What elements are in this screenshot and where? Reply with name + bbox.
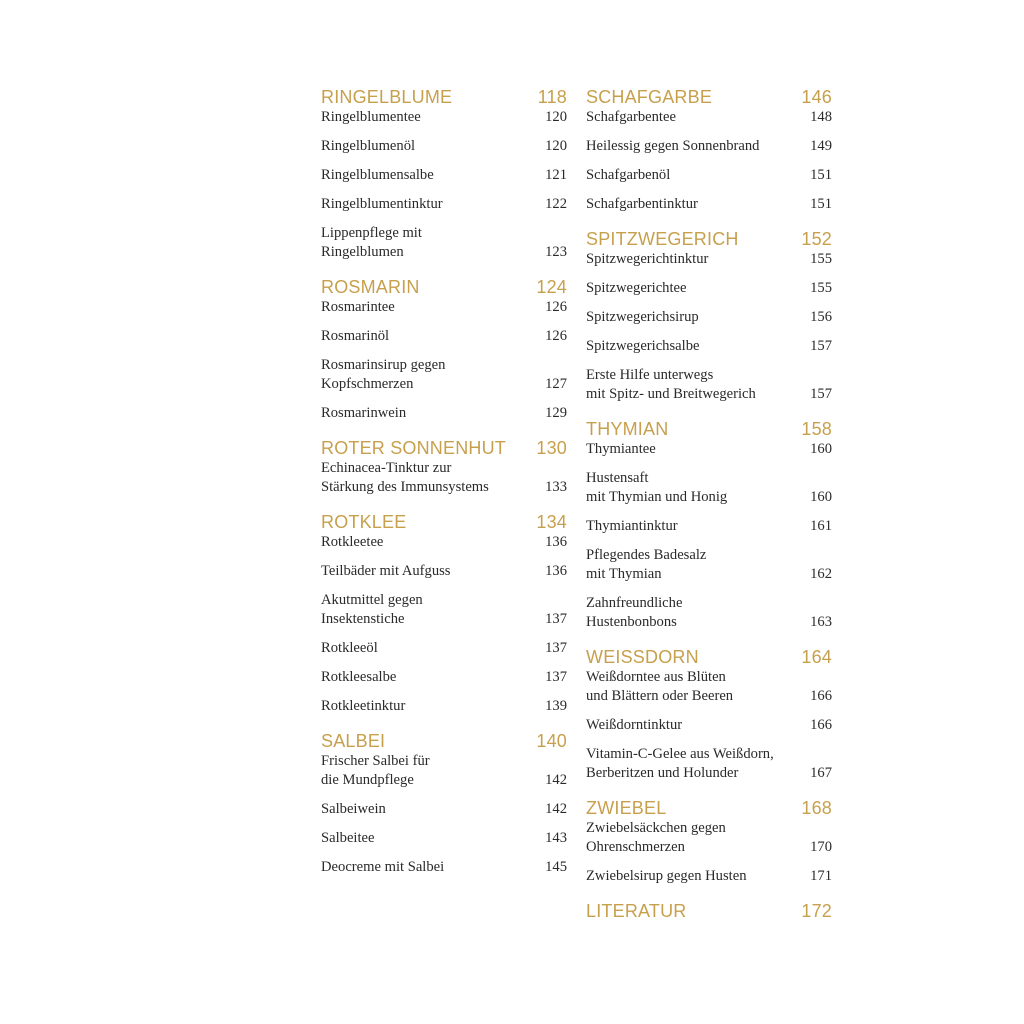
entry-page-number: 171 bbox=[810, 868, 832, 884]
section-title: THYMIAN bbox=[586, 419, 669, 439]
toc-entry bbox=[586, 594, 832, 632]
entry-page-number: 136 bbox=[545, 534, 567, 550]
entry-page-number: 145 bbox=[545, 859, 567, 875]
entry-page-number: 122 bbox=[545, 196, 567, 212]
section-heading bbox=[321, 276, 567, 298]
entry-page-number: 142 bbox=[545, 772, 567, 788]
section-heading bbox=[586, 900, 832, 922]
entry-title: Hustensaft mit Thymian und Honig bbox=[586, 470, 728, 505]
toc-section bbox=[321, 730, 567, 877]
entry-title: Lippenpflege mit Ringelblumen bbox=[321, 225, 422, 260]
entry-title: Schafgarbenöl bbox=[586, 167, 671, 183]
toc-entry bbox=[321, 562, 567, 581]
section-title: RINGELBLUME bbox=[321, 87, 453, 107]
toc-section bbox=[321, 276, 567, 423]
toc-section bbox=[321, 86, 567, 262]
toc-entry bbox=[586, 440, 832, 459]
section-heading bbox=[321, 730, 567, 752]
entry-title: Zwiebelsirup gegen Husten bbox=[586, 868, 747, 884]
entry-page-number: 156 bbox=[810, 309, 832, 325]
section-heading bbox=[586, 646, 832, 668]
entry-page-number: 143 bbox=[545, 830, 567, 846]
toc-entry bbox=[586, 867, 832, 886]
toc-section bbox=[321, 437, 567, 497]
entry-page-number: 170 bbox=[810, 839, 832, 855]
entry-title: Spitzwegerichtee bbox=[586, 280, 687, 296]
section-page-number: 158 bbox=[801, 419, 832, 439]
section-heading bbox=[586, 86, 832, 108]
entry-page-number: 163 bbox=[810, 614, 832, 630]
entry-title: Spitzwegerichsalbe bbox=[586, 338, 700, 354]
entry-page-number: 160 bbox=[810, 489, 832, 505]
entry-title: Spitzwegerichtinktur bbox=[586, 251, 709, 267]
toc-left-column bbox=[321, 86, 567, 891]
entry-title: Teilbäder mit Aufguss bbox=[321, 563, 451, 579]
section-title: LITERATUR bbox=[586, 901, 687, 921]
toc-section bbox=[586, 797, 832, 886]
entry-page-number: 155 bbox=[810, 280, 832, 296]
toc-entry bbox=[586, 279, 832, 298]
entry-title: Ringelblumentee bbox=[321, 109, 421, 125]
entry-page-number: 120 bbox=[545, 109, 567, 125]
entry-title: Salbeiwein bbox=[321, 801, 386, 817]
entry-page-number: 149 bbox=[810, 138, 832, 154]
toc-entry bbox=[321, 108, 567, 127]
entry-title: Rosmarintee bbox=[321, 299, 395, 315]
toc-entry bbox=[586, 469, 832, 507]
entry-page-number: 157 bbox=[810, 386, 832, 402]
entry-page-number: 155 bbox=[810, 251, 832, 267]
entry-page-number: 137 bbox=[545, 669, 567, 685]
section-page-number: 172 bbox=[801, 901, 832, 921]
entry-title: Zwiebelsäckchen gegen Ohrenschmerzen bbox=[586, 820, 726, 855]
entry-page-number: 160 bbox=[810, 441, 832, 457]
entry-title: Schafgarbentee bbox=[586, 109, 676, 125]
section-page-number: 118 bbox=[537, 87, 567, 107]
section-heading bbox=[586, 797, 832, 819]
section-page-number: 146 bbox=[801, 87, 832, 107]
section-heading bbox=[586, 228, 832, 250]
toc-section bbox=[586, 900, 832, 922]
entry-title: Rosmarinöl bbox=[321, 328, 390, 344]
entry-title: Schafgarbentinktur bbox=[586, 196, 698, 212]
entry-title: Pflegendes Badesalz mit Thymian bbox=[586, 547, 707, 582]
section-page-number: 134 bbox=[536, 512, 567, 532]
toc-entry bbox=[321, 858, 567, 877]
section-heading bbox=[321, 437, 567, 459]
entry-title: Thymiantee bbox=[586, 441, 656, 457]
entry-page-number: 148 bbox=[810, 109, 832, 125]
entry-title: Rotkleetee bbox=[321, 534, 384, 550]
toc-entry bbox=[586, 366, 832, 404]
toc-entry bbox=[321, 298, 567, 317]
toc-right-column bbox=[586, 86, 832, 936]
section-page-number: 164 bbox=[801, 647, 832, 667]
entry-page-number: 133 bbox=[545, 479, 567, 495]
entry-page-number: 129 bbox=[545, 405, 567, 421]
toc-entry bbox=[586, 250, 832, 269]
section-title: WEISSDORN bbox=[586, 647, 699, 667]
toc-entry bbox=[586, 195, 832, 214]
entry-title: Deocreme mit Salbei bbox=[321, 859, 445, 875]
entry-title: Ringelblumentinktur bbox=[321, 196, 443, 212]
entry-title: Echinacea-Tinktur zur Stärkung des Immunsystems bbox=[321, 460, 489, 495]
toc-entry bbox=[321, 356, 567, 394]
entry-page-number: 126 bbox=[545, 299, 567, 315]
toc-entry bbox=[586, 716, 832, 735]
toc-section bbox=[586, 228, 832, 404]
entry-title: Akutmittel gegen Insektenstiche bbox=[321, 592, 423, 627]
section-title: SPITZWEGERICH bbox=[586, 229, 739, 249]
entry-page-number: 151 bbox=[810, 196, 832, 212]
section-page-number: 140 bbox=[536, 731, 567, 751]
entry-page-number: 161 bbox=[810, 518, 832, 534]
toc-section bbox=[586, 646, 832, 783]
entry-title: Rosmarinsirup gegen Kopfschmerzen bbox=[321, 357, 446, 392]
entry-page-number: 167 bbox=[810, 765, 832, 781]
toc-entry bbox=[586, 308, 832, 327]
toc-entry bbox=[321, 533, 567, 552]
toc-section bbox=[321, 511, 567, 716]
toc-entry bbox=[586, 819, 832, 857]
entry-title: Rotkleetinktur bbox=[321, 698, 406, 714]
entry-title: Salbeitee bbox=[321, 830, 375, 846]
section-page-number: 124 bbox=[536, 277, 567, 297]
entry-page-number: 162 bbox=[810, 566, 832, 582]
entry-page-number: 121 bbox=[545, 167, 567, 183]
entry-title: Erste Hilfe unterwegs mit Spitz- und Breitwegerich bbox=[586, 367, 756, 402]
entry-title: Heilessig gegen Sonnenbrand bbox=[586, 138, 760, 154]
toc-entry bbox=[321, 829, 567, 848]
toc-entry bbox=[321, 800, 567, 819]
toc-entry bbox=[586, 166, 832, 185]
entry-page-number: 123 bbox=[545, 244, 567, 260]
toc-entry bbox=[586, 745, 832, 783]
entry-title: Thymiantinktur bbox=[586, 518, 678, 534]
section-title: SCHAFGARBE bbox=[586, 87, 713, 107]
entry-title: Rotkleesalbe bbox=[321, 669, 397, 685]
entry-page-number: 127 bbox=[545, 376, 567, 392]
section-title: ROTKLEE bbox=[321, 512, 407, 532]
entry-title: Rosmarinwein bbox=[321, 405, 407, 421]
toc-entry bbox=[321, 752, 567, 790]
toc-entry bbox=[321, 404, 567, 423]
entry-page-number: 166 bbox=[810, 717, 832, 733]
entry-title: Vitamin-C-Gelee aus Weißdorn, Berberitzen und Holunder bbox=[586, 746, 774, 781]
toc-entry bbox=[321, 166, 567, 185]
toc-entry bbox=[586, 108, 832, 127]
toc-entry bbox=[586, 337, 832, 356]
section-title: ROTER SONNENHUT bbox=[321, 438, 507, 458]
toc-entry bbox=[586, 546, 832, 584]
toc-section bbox=[586, 86, 832, 214]
section-title: SALBEI bbox=[321, 731, 386, 751]
toc-entry bbox=[321, 697, 567, 716]
entry-page-number: 139 bbox=[545, 698, 567, 714]
entry-page-number: 137 bbox=[545, 640, 567, 656]
section-page-number: 152 bbox=[801, 229, 832, 249]
entry-page-number: 136 bbox=[545, 563, 567, 579]
entry-page-number: 157 bbox=[810, 338, 832, 354]
toc-entry bbox=[321, 327, 567, 346]
entry-title: Rotkleeöl bbox=[321, 640, 378, 656]
entry-page-number: 166 bbox=[810, 688, 832, 704]
section-heading bbox=[321, 511, 567, 533]
toc-entry bbox=[321, 591, 567, 629]
section-title: ZWIEBEL bbox=[586, 798, 667, 818]
toc-entry bbox=[586, 517, 832, 536]
toc-entry bbox=[321, 224, 567, 262]
section-page-number: 130 bbox=[536, 438, 567, 458]
entry-title: Weißdorntee aus Blüten und Blättern oder Beeren bbox=[586, 669, 734, 704]
entry-title: Zahnfreundliche Hustenbonbons bbox=[586, 595, 683, 630]
entry-page-number: 137 bbox=[545, 611, 567, 627]
entry-title: Ringelblumensalbe bbox=[321, 167, 434, 183]
entry-title: Frischer Salbei für die Mundpflege bbox=[321, 753, 430, 788]
entry-title: Ringelblumenöl bbox=[321, 138, 416, 154]
section-heading bbox=[586, 418, 832, 440]
toc-entry bbox=[321, 137, 567, 156]
section-page-number: 168 bbox=[801, 798, 832, 818]
toc-section bbox=[586, 418, 832, 632]
entry-title: Spitzwegerichsirup bbox=[586, 309, 699, 325]
section-title: ROSMARIN bbox=[321, 277, 420, 297]
toc-entry bbox=[586, 668, 832, 706]
entry-page-number: 151 bbox=[810, 167, 832, 183]
entry-title: Weißdorntinktur bbox=[586, 717, 683, 733]
entry-page-number: 126 bbox=[545, 328, 567, 344]
toc-entry bbox=[321, 459, 567, 497]
toc-entry bbox=[321, 639, 567, 658]
toc-entry bbox=[321, 195, 567, 214]
toc-entry bbox=[586, 137, 832, 156]
section-heading bbox=[321, 86, 567, 108]
toc-entry bbox=[321, 668, 567, 687]
entry-page-number: 142 bbox=[545, 801, 567, 817]
entry-page-number: 120 bbox=[545, 138, 567, 154]
